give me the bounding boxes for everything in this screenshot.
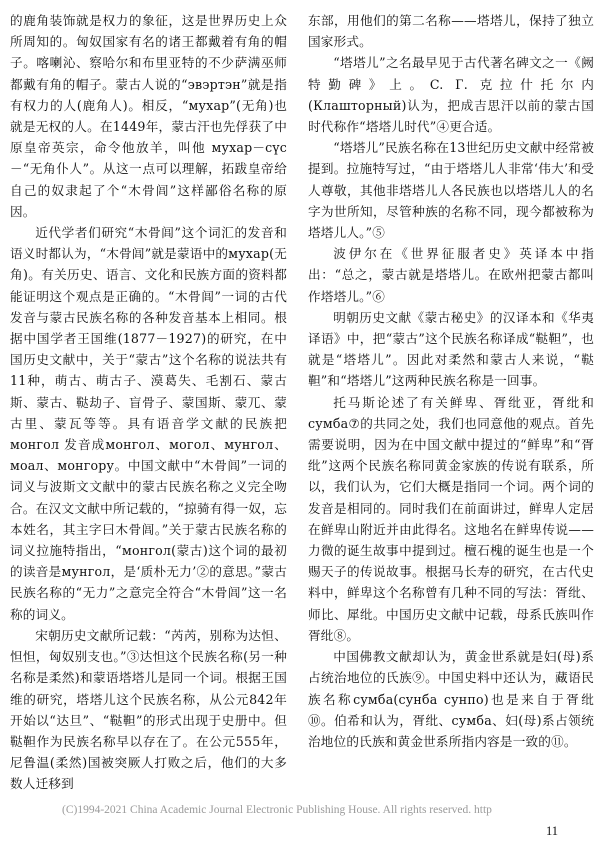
right-paragraph-3: “塔塔儿”民族名称在13世纪历史文献中经常被提到。拉施特写过，“由于塔塔儿人非常‘伟大’和受人尊敬，其他非塔塔儿人各民族也以塔塔儿人的名字为世所知，尽管种族的名称不同，现今都被称为塔塔儿人。”⑤	[308, 140, 594, 241]
right-paragraph-5: 明朝历史文献《蒙古秘史》的汉译本和《华夷译语》中，把“蒙古”这个民族名称译成“鞑靼”，也就是“塔塔儿”。因此对柔然和蒙古人来说，“鞑靼”和“塔塔儿”这两种民族名称是一回事。	[308, 309, 594, 389]
left-paragraph-3: 宋朝历史文献所记载：“芮芮，别称为达怛、怛怛，匈奴别支也。”③达怛这个民族名称(另一种名称是柔然)和蒙语塔塔儿是同一个词。根据王国维的研究，塔塔儿这个民族名称，从公元842年开始以“达旦”、“鞑靼”的形式出现于史册中。但鞑靼作为民族名称早以存在了。在公元555年，尼鲁温(柔然)国被突厥人打败之后，他们的大多数人迁移到	[10, 627, 287, 792]
left-paragraph-1: 的鹿角装饰就是权力的象征，这是世界历史上众所周知的。匈奴国家有名的诸王都戴着有角的帽子。喀喇沁、察哈尔和布里亚特的不少萨满巫师都戴有角的帽子。蒙古人说的“эвэртэн”就是指有权力的人(鹿角人)。相反，“мухар”(无角)也就是无权的人。在1449年，蒙古汗也先俘获了中原皇帝英宗，命令他放羊，叫他 мухар－сүс－“无角仆人”。从这一点可以理解，拓跋皇帝给自己的奴隶起了个“木骨闾”这样鄙俗名称的原因。	[10, 13, 287, 219]
right-paragraph-2: “塔塔儿”之名最早见于古代著名碑文之一《阙特勤碑》上。C. Г. 克拉什托尔内(Клашторный)认为，把成吉思汗以前的蒙古国时代称作“塔塔儿时代”④更合适。	[308, 55, 594, 135]
copyright-watermark: (C)1994-2021 China Academic Journal Electronic Publishing House. All rights reserved. http	[62, 804, 492, 816]
right-paragraph-4: 波伊尔在《世界征服者史》英译本中指出：“总之，蒙古就是塔塔儿。在欧州把蒙古都叫作塔塔儿。”⑥	[308, 246, 594, 304]
right-paragraph-6: 托马斯论述了有关鲜卑、胥纰亚，胥纰和сумба⑦的共同之处，我们也同意他的观点。首先需要说明，因为在中国文献中提过的“鲜卑”和“胥纰”这两个民族名称同黄金家族的传说有联系，所以，我们认为，它们大概是指同一个词。两个词的发音是相同的。同时我们在前面讲过，鲜卑人定居在鲜卑山附近并由此得名。这地名在鲜卑传说——力微的诞生故事中提到过。檀石槐的诞生也是一个赐天子的传说故事。根据马长寿的研究，在古代史料中，鲜卑这个名称曾有几种不同的写法：胥纰、师比、犀纰。中国历史文献中记载，母系氏族叫作胥纰⑧。	[308, 394, 594, 643]
page-number: 11	[546, 824, 559, 838]
right-paragraph-7: 中国佛教文献却认为，黄金世系就是妇(母)系占统治地位的氏族⑨。中国史料中还认为，藏语民族名称сумба(сунба сунпо)也是来自于胥纰⑩。伯希和认为，胥纰、сумба、妇(母)系占领统治地位的氏族和黄金世系所指内容是一致的⑪。	[308, 649, 594, 749]
left-paragraph-2: 近代学者们研究“木骨闾”这个词汇的发音和语义时都认为，“木骨闾”就是蒙语中的мухар(无角)。有关历史、语言、文化和民族方面的资料都能证明这个观点是正确的。“木骨闾”一词的古代发音与蒙古民族名称的各种发音基本上相同。根据中国学者王国维(1877－1927)的研究，在中国历史文献中，关于“蒙古”这个名称的说法共有11种，萌古、萌古子、漠葛失、毛割石、蒙古斯、蒙古、鞑劫子、盲骨子、蒙国斯、蒙兀、蒙古里、蒙瓦等等。具有语音学文献的民族把 монгол 发音成монгол、могол、мунгол、моал、монгору。中国文献中“木骨闾”一词的词义与波斯文文献中的蒙古民族名称之义完全吻合。在汉文文献中所记载的，“掠骑有得一奴，忘本姓名，其主字曰木骨闾。”关于蒙古民族名称的词义拉施特指出，“монгол(蒙古)这个词的最初的读音是мунгол，是‘质朴无力’②的意思。”蒙古民族名称的“无力”之意完全符合“木骨闾”这一名称的词义。	[10, 225, 287, 622]
right-paragraph-1: 东部，用他们的第二名称——塔塔儿，保持了独立国家形式。	[308, 13, 594, 50]
right-column	[308, 10, 594, 752]
left-column	[10, 10, 287, 795]
